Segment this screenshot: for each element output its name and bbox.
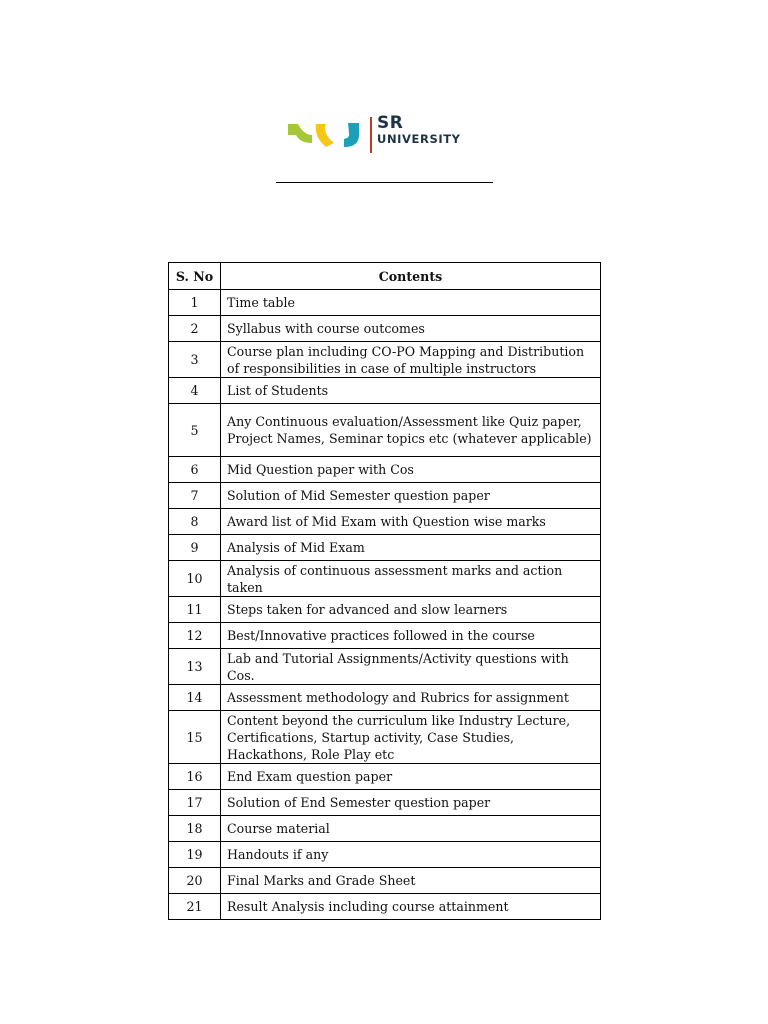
row-content: Analysis of continuous assessment marks and action taken	[221, 561, 601, 597]
logo-teal-shape	[344, 123, 359, 147]
row-content: Course material	[221, 816, 601, 842]
row-number: 18	[169, 816, 221, 842]
table-row	[169, 597, 601, 623]
row-number: 6	[169, 457, 221, 483]
row-number: 13	[169, 649, 221, 685]
title-underline	[276, 182, 493, 183]
logo-yellow-shape	[316, 124, 334, 147]
row-content: Content beyond the curriculum like Industry Lecture, Certifications, Startup activity, Case Studies, Hackathons, Role Play etc	[221, 711, 601, 764]
row-number: 16	[169, 764, 221, 790]
table-row	[169, 649, 601, 685]
row-content: End Exam question paper	[221, 764, 601, 790]
row-number: 15	[169, 711, 221, 764]
row-number: 8	[169, 509, 221, 535]
logo-wordmark	[377, 115, 461, 146]
row-number: 1	[169, 290, 221, 316]
row-content: Analysis of Mid Exam	[221, 535, 601, 561]
header-contents: Contents	[221, 263, 601, 290]
row-number: 7	[169, 483, 221, 509]
row-content: Award list of Mid Exam with Question wise marks	[221, 509, 601, 535]
row-content: Best/Innovative practices followed in the course	[221, 623, 601, 649]
table-row	[169, 378, 601, 404]
row-number: 9	[169, 535, 221, 561]
row-content: Solution of End Semester question paper	[221, 790, 601, 816]
row-content: Solution of Mid Semester question paper	[221, 483, 601, 509]
row-number: 21	[169, 894, 221, 920]
row-number: 2	[169, 316, 221, 342]
row-number: 10	[169, 561, 221, 597]
logo-mark-icon	[286, 115, 366, 155]
row-number: 19	[169, 842, 221, 868]
sr-university-logo	[286, 115, 486, 155]
table-header-row	[169, 263, 601, 290]
row-content: Result Analysis including course attainment	[221, 894, 601, 920]
row-content: Final Marks and Grade Sheet	[221, 868, 601, 894]
table-row	[169, 790, 601, 816]
table-row	[169, 711, 601, 764]
table-row	[169, 868, 601, 894]
contents-table	[168, 262, 601, 920]
table-row	[169, 816, 601, 842]
table-row	[169, 685, 601, 711]
table-row	[169, 535, 601, 561]
table-row	[169, 842, 601, 868]
row-content: Handouts if any	[221, 842, 601, 868]
header-sno: S. No	[169, 263, 221, 290]
table-row	[169, 342, 601, 378]
row-content: Mid Question paper with Cos	[221, 457, 601, 483]
table-row	[169, 404, 601, 457]
table-row	[169, 764, 601, 790]
row-content: Lab and Tutorial Assignments/Activity questions with Cos.	[221, 649, 601, 685]
table-row	[169, 509, 601, 535]
row-content: Time table	[221, 290, 601, 316]
logo-divider	[370, 117, 372, 153]
table-row	[169, 483, 601, 509]
table-row	[169, 290, 601, 316]
row-number: 17	[169, 790, 221, 816]
row-content: Any Continuous evaluation/Assessment like Quiz paper, Project Names, Seminar topics etc (whatever applicable)	[221, 404, 601, 457]
row-number: 5	[169, 404, 221, 457]
table-row	[169, 316, 601, 342]
row-number: 20	[169, 868, 221, 894]
table-row	[169, 623, 601, 649]
table-row	[169, 561, 601, 597]
row-number: 12	[169, 623, 221, 649]
row-number: 11	[169, 597, 221, 623]
table-row	[169, 457, 601, 483]
row-number: 3	[169, 342, 221, 378]
row-content: List of Students	[221, 378, 601, 404]
logo-green-shape	[288, 124, 312, 143]
row-content: Assessment methodology and Rubrics for assignment	[221, 685, 601, 711]
row-number: 4	[169, 378, 221, 404]
row-content: Syllabus with course outcomes	[221, 316, 601, 342]
logo-university-text: UNIVERSITY	[377, 132, 461, 146]
logo-sr-text: SR	[377, 113, 404, 133]
table-body	[169, 290, 601, 920]
table-row	[169, 894, 601, 920]
row-number: 14	[169, 685, 221, 711]
row-content: Course plan including CO-PO Mapping and Distribution of responsibilities in case of multiple instructors	[221, 342, 601, 378]
row-content: Steps taken for advanced and slow learners	[221, 597, 601, 623]
